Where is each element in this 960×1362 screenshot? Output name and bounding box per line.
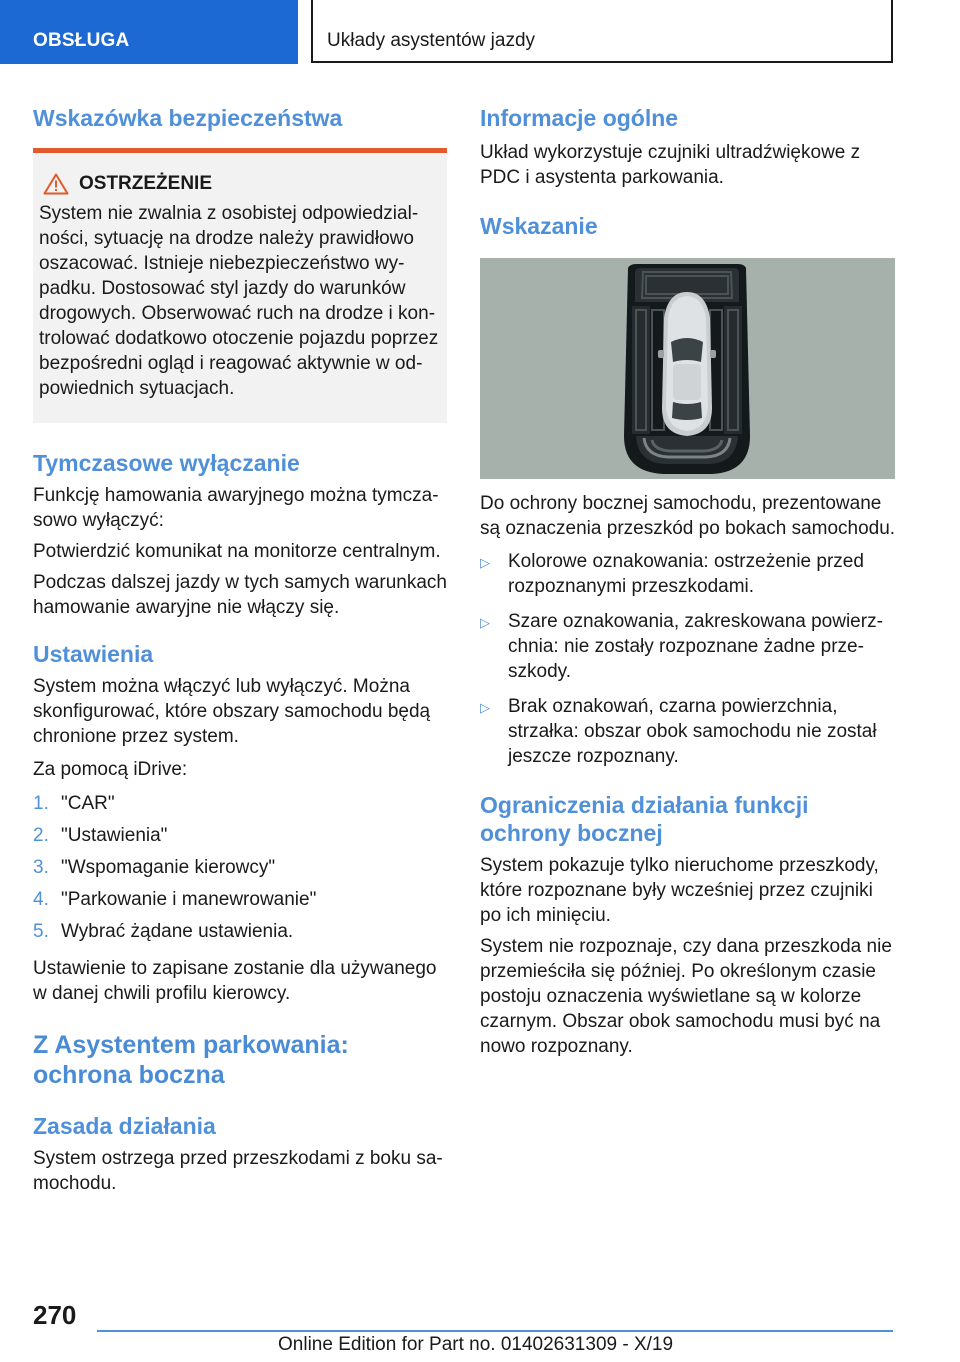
step-text: "Wspomaganie kierowcy" <box>61 857 276 878</box>
step-number: 4. <box>33 889 49 910</box>
temp-off-p1: Funkcję hamowania awaryjnego można tymczasowo wyłączyć: <box>33 485 439 531</box>
left-column <box>33 100 447 1196</box>
bullet-text: Brak oznakowań, czarna powierzchnia, strzałka: obszar obok samochodu nie został jeszcze rozpoznany. <box>508 696 877 767</box>
footer-edition: Online Edition for Part no. 01402631309 - X/19 <box>278 1334 674 1355</box>
warning-text: System nie zwalnia z osobistej odpowiedzialności, sytuację na drodze należy prawidłowo oszacować. Istnieje niebezpieczeństwo wypadku. Dostosować styl jazdy do warunków drogowych. Obserwować ruch na drodze i kontrolować dodatkowo otoczenie pojazdu poprzez bezpośredni ogląd i reagować aktywnie w odpowiednich sytuacjach. <box>39 203 439 399</box>
list-item <box>33 788 447 820</box>
info-heading: Informacje ogólne <box>480 105 679 131</box>
header-chapter-box <box>311 0 893 63</box>
car-parking-view-image <box>480 258 895 479</box>
safety-heading: Wskazówka bezpieczeństwa <box>33 105 343 131</box>
bullet-text: Kolorowe oznakowania: ostrzeżenie przed rozpoznanymi przeszkodami. <box>508 551 864 597</box>
list-item <box>33 820 447 852</box>
step-text: "Parkowanie i manewrowanie" <box>61 889 317 910</box>
list-item <box>480 609 898 684</box>
principle-heading: Zasada działania <box>33 1113 216 1139</box>
settings-p1: System można włączyć lub wyłączyć. Można skonfigurować, które obszary samochodu będą chronione przez system. <box>33 676 431 747</box>
triangle-bullet-icon: ▷ <box>480 700 490 715</box>
warning-triangle-icon <box>43 173 69 195</box>
limits-p1: System pokazuje tylko nieruchome przeszkody, które rozpoznane były wcześniej przez czujniki po ich minięciu. <box>480 855 879 926</box>
principle-p: System ostrzega przed przeszkodami z boku samochodu. <box>33 1148 443 1194</box>
page-number: 270 <box>33 1300 77 1330</box>
step-number: 5. <box>33 921 49 942</box>
display-bullets <box>480 549 898 769</box>
step-number: 1. <box>33 793 49 814</box>
temp-off-p3: Podczas dalszej jazdy w tych samych warunkach hamowanie awaryjne nie włączy się. <box>33 572 447 618</box>
list-item <box>480 549 898 599</box>
settings-heading: Ustawienia <box>33 641 154 667</box>
step-text: "Ustawienia" <box>61 825 168 846</box>
warning-box <box>33 148 447 423</box>
header-section-label: OBSŁUGA <box>33 30 130 51</box>
settings-p3: Ustawienie to zapisane zostanie dla używanego w danej chwili profilu kierowcy. <box>33 958 437 1004</box>
settings-steps <box>33 788 447 948</box>
step-number: 2. <box>33 825 49 846</box>
temp-off-p2: Potwierdzić komunikat na monitorze centralnym. <box>33 541 441 562</box>
info-p: Układ wykorzystuje czujniki ultradźwiękowe z PDC i asystenta parkowania. <box>480 142 861 188</box>
temp-off-heading: Tymczasowe wyłączanie <box>33 450 300 476</box>
display-p: Do ochrony bocznej samochodu, prezentowane są oznaczenia przeszkód po bokach samochodu. <box>480 493 896 539</box>
triangle-bullet-icon: ▷ <box>480 555 490 570</box>
step-number: 3. <box>33 857 49 878</box>
park-assist-heading: Z Asystentem parkowania: ochrona boczna <box>33 1031 349 1089</box>
display-heading: Wskazanie <box>480 213 598 239</box>
warning-title: OSTRZEŻENIE <box>79 173 213 194</box>
header-section-tab <box>0 0 298 64</box>
list-item <box>33 852 447 884</box>
list-item <box>33 916 447 948</box>
step-text: "CAR" <box>61 793 115 814</box>
warning-title-row <box>43 173 439 195</box>
footer-divider <box>97 1330 893 1332</box>
limits-p2: System nie rozpoznaje, czy dana przeszkoda nie przemieściła się później. Po określonym czasie postoju oznaczenia wyświetlane są w kolorze czarnym. Obszar obok samochodu musi być na nowo rozpoznany. <box>480 936 892 1057</box>
settings-p2: Za pomocą iDrive: <box>33 759 188 780</box>
step-text: Wybrać żądane ustawienia. <box>61 921 294 942</box>
list-item <box>33 884 447 916</box>
list-item <box>480 694 898 769</box>
header-chapter-label: Układy asystentów jazdy <box>327 30 536 51</box>
side-protection-figure <box>480 258 895 479</box>
limits-heading: Ograniczenia działania funkcji ochrony bocznej <box>480 792 809 846</box>
bullet-text: Szare oznakowania, zakreskowana powierzchnia: nie zostały rozpoznane żadne przeszkody. <box>508 611 883 682</box>
triangle-bullet-icon: ▷ <box>480 615 490 630</box>
right-column <box>480 100 898 1059</box>
